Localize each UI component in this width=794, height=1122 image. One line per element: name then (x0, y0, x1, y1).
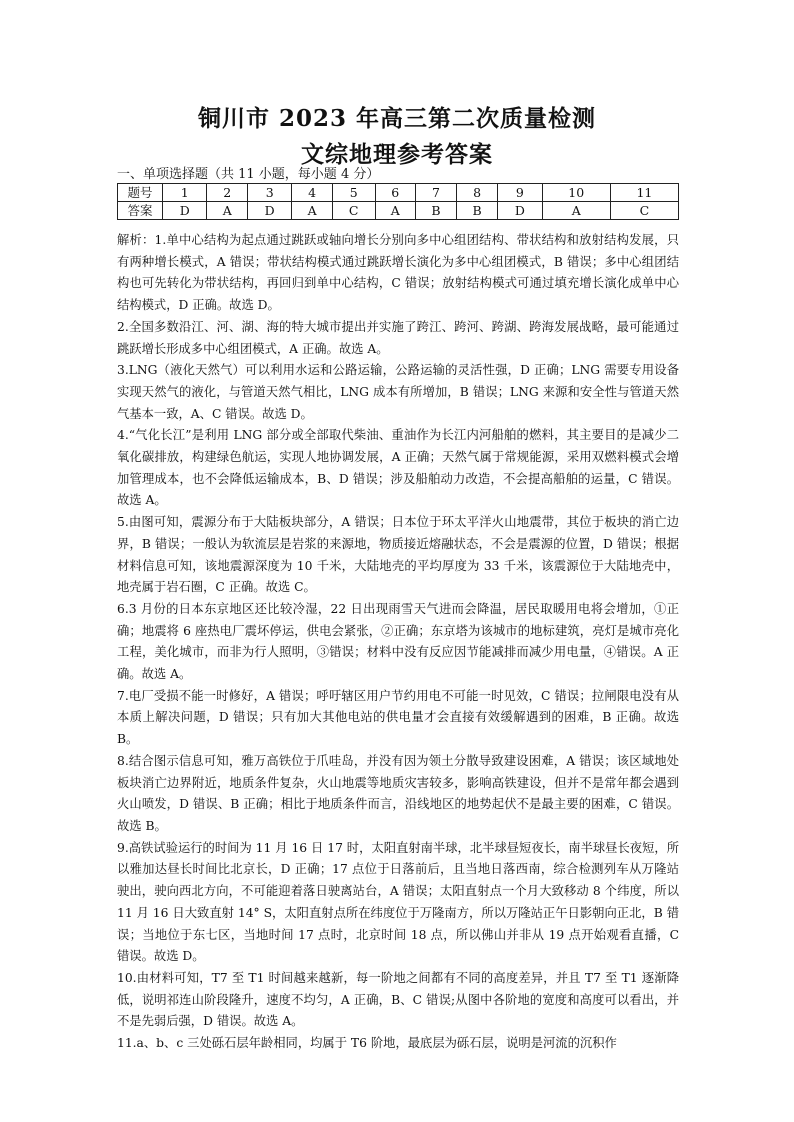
answer-cell: A (292, 202, 332, 220)
document-subtitle: 文综地理参考答案 (301, 141, 493, 168)
answer-cell: D (247, 202, 291, 220)
answer-cell: C (332, 202, 375, 220)
explanation-paragraph: 6.3 月份的日本东京地区还比较冷湿，22 日出现雨雪天气进而会降温，居民取暖用电将会增加，①正确；地震将 6 座热电厂震坏停运，供电会紧张，②正确；东京塔为该城市的地标建筑，亮灯是城市亮化工程，美化城市，而非为行人照明，③错误；材料中没有反应因节能减排而减少用电量，④错误。A 正确。故选 A。 (117, 601, 679, 682)
question-number: 1 (163, 184, 207, 202)
question-number-row (118, 184, 679, 202)
answer-cell: A (207, 202, 247, 220)
explanation-paragraph: 9.高铁试验运行的时间为 11 月 16 日 17 时，太阳直射南半球，北半球昼短夜长，南半球昼长夜短，所以雅加达昼长时间比北京长，D 正确；17 点位于日落前后，且当地日落西南，综合检测列车从万隆站驶出，驶向西北方向，不可能迎着落日驶离站台，A 错误；太阳直射点一个月大致移动 8 个纬度，所以 11 月 16 日大致直射 14° S，太阳直射点所在纬度位于万隆南方，所以万隆站正午日影朝向正北，B 错误；当地位于东七区，当地时间 17 点时，北京时间 18 点，所以佛山并非从 19 点开始观看直播，C 错误。故选 D。 (117, 840, 679, 964)
question-number: 5 (332, 184, 375, 202)
explanation-paragraph: 2.全国多数沿江、河、湖、海的特大城市提出并实施了跨江、跨河、跨湖、跨海发展战略，最可能通过跳跃增长形成多中心组团模式，A 正确。故选 A。 (117, 319, 679, 356)
explanation-paragraph: 解析：1.单中心结构为起点通过跳跃或轴向增长分别向多中心组团结构、带状结构和放射结构发展，只有两种增长模式，A 错误；带状结构模式通过跳跃增长演化为多中心组团模式，B 错误；多中心组团结构也可先转化为带状结构，再回归到单中心结构，C 错误；放射结构模式可通过填充增长演化成单中心结构模式，D 正确。故选 D。 (117, 233, 679, 313)
question-number: 2 (207, 184, 247, 202)
row-label-question: 题号 (118, 184, 163, 202)
explanation-paragraph: 11.a、b、c 三处砾石层年龄相同，均属于 T6 阶地，最底层为砾石层，说明是河流的沉积作 (117, 1036, 617, 1051)
question-number: 3 (247, 184, 291, 202)
answer-cell: A (375, 202, 415, 220)
explanation-paragraph: 8.结合图示信息可知，雅万高铁位于爪哇岛，并没有因为领土分散导致建设困难，A 错误；该区域地处板块消亡边界附近，地质条件复杂，火山地震等地质灾害较多，影响高铁建设，但并不是常年都会遇到火山喷发，D 错误、B 正确；相比于地质条件而言，沿线地区的地势起伏不是最主要的困难，C 错误。故选 B。 (117, 753, 679, 833)
question-number: 7 (415, 184, 456, 202)
question-number: 11 (610, 184, 678, 202)
answer-cell: A (542, 202, 610, 220)
answer-cell: C (610, 202, 678, 220)
question-number: 8 (457, 184, 498, 202)
explanation-paragraph: 7.电厂受损不能一时修好，A 错误；呼吁辖区用户节约用电不可能一时见效，C 错误；拉闸限电没有从本质上解决问题，D 错误；只有加大其他电站的供电量才会直接有效缓解遇到的困难，B 正确。故选 B。 (117, 688, 679, 747)
section-heading: 一、单项选择题（共 11 小题，每小题 4 分） (117, 167, 380, 182)
explanation-paragraph: 5.由图可知，震源分布于大陆板块部分，A 错误；日本位于环太平洋火山地震带，其位于板块的消亡边界，B 错误；一般认为软流层是岩浆的来源地，物质接近熔融状态，不会是震源的位置，D 错误；根据材料信息可知，该地震源深度为 10 千米，大陆地壳的平均厚度为 33 千米，该震源位于大陆地壳中，地壳属于岩石圈，C 正确。故选 C。 (117, 515, 679, 595)
answer-row (118, 202, 679, 220)
question-number: 4 (292, 184, 332, 202)
question-number: 9 (498, 184, 542, 202)
explanation-paragraph: 4.“气化长江”是利用 LNG 部分或全部取代柴油、重油作为长江内河船舶的燃料，其主要目的是减少二氧化碳排放，构建绿色航运，实现人地协调发展，A 正确；天然气属于常规能源，采用双燃料模式会增加管理成本，也不会降低运输成本，B、D 错误；涉及船舶动力改造，不会提高船舶的运量，C 错误。故选 A。 (117, 428, 679, 508)
answer-cell: D (163, 202, 207, 220)
question-number: 10 (542, 184, 610, 202)
explanation-paragraph: 10.由材料可知，T7 至 T1 时间越来越新，每一阶地之间都有不同的高度差异，并且 T7 至 T1 逐渐降低，说明祁连山阶段隆升，速度不均匀，A 正确，B、C 错误;从图中各阶地的宽度和高度可以看出，并不是先弱后强，D 错误。故选 A。 (117, 970, 679, 1029)
answer-cell: B (457, 202, 498, 220)
answer-cell: B (415, 202, 456, 220)
answer-table (117, 183, 679, 220)
row-label-answer: 答案 (118, 202, 163, 220)
question-number: 6 (375, 184, 415, 202)
answer-cell: D (498, 202, 542, 220)
document-title: 铜川市 2023 年高三第二次质量检测 (197, 105, 597, 132)
explanation-body (117, 230, 679, 1055)
explanation-paragraph: 3.LNG（液化天然气）可以利用水运和公路运输，公路运输的灵活性强，D 正确；LNG 需要专用设备实现天然气的液化，与管道天然气相比，LNG 成本有所增加，B 错误；LNG 来源和安全性与管道天然气基本一致，A、C 错误。故选 D。 (117, 363, 679, 421)
